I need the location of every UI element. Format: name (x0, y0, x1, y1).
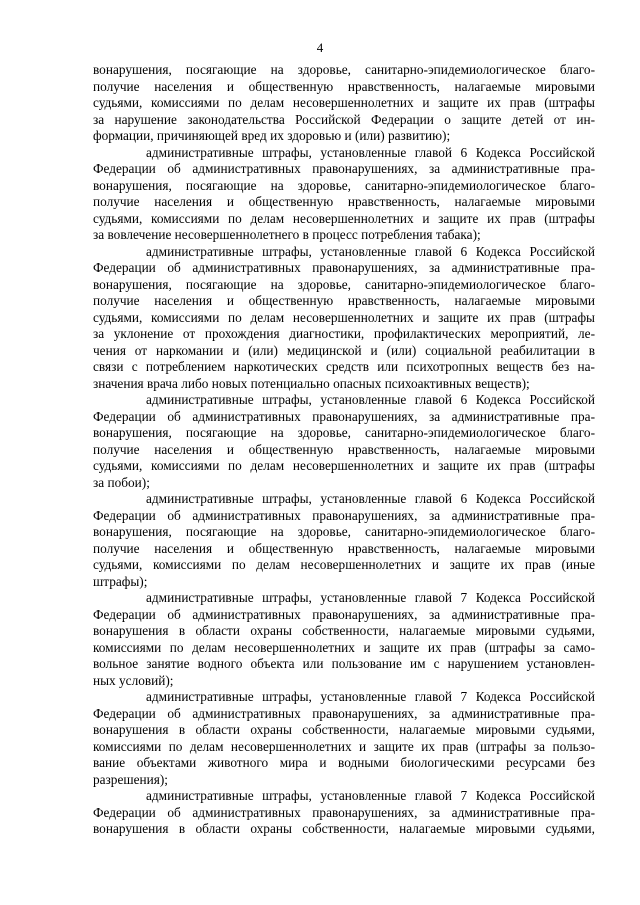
text-line: вонарушения, посягающие на здоровье, санитарно-эпидемиологическое благо- (93, 425, 595, 440)
text-line: значения врача либо новых потенциально опасных психоактивных веществ); (93, 375, 530, 391)
text-line: административные штрафы, установленные главой 7 Кодекса Российской (146, 689, 595, 704)
text-line: вонарушения, посягающие на здоровье, санитарно-эпидемиологическое благо- (93, 276, 595, 292)
text-line: формации, причиняющей вред их здоровью и (или) развитию); (93, 128, 451, 143)
text-line: вание объектами животного мира и водными биологическими ресурсами без (93, 755, 595, 770)
paragraph (93, 244, 595, 393)
text-line: разрешения); (93, 771, 168, 787)
paragraph (93, 392, 595, 491)
text-line: получие населения и общественную нравственность, налагаемые мировыми (93, 293, 595, 308)
text-line: судьями, комиссиями по делам несовершеннолетних и защите их прав (штрафы (93, 210, 595, 226)
text-line: вонарушения в области охраны собственности, налагаемые мировыми судьями, (93, 623, 595, 638)
paragraph (93, 491, 595, 590)
text-line: получие населения и общественную нравственность, налагаемые мировыми (93, 540, 595, 556)
text-line: штрафы); (93, 573, 148, 589)
text-line: вонарушения в области охраны собственности, налагаемые мировыми судьями, (93, 821, 595, 836)
text-line: комиссиями по делам несовершеннолетних и защите их прав (штрафы за само- (93, 639, 595, 655)
text-line: административные штрафы, установленные главой 6 Кодекса Российской (146, 392, 595, 407)
text-line: за вовлечение несовершеннолетнего в процесс потребления табака); (93, 227, 481, 242)
text-line: судьями, комиссиями по делам несовершеннолетних и защите их прав (иные (93, 557, 595, 572)
paragraph (93, 788, 595, 838)
document-body (93, 62, 595, 838)
text-line: Федерации об административных правонарушениях, за административные пра- (93, 260, 595, 275)
text-line: Федерации об административных правонарушениях, за административные пра- (93, 804, 595, 820)
text-line: за побои); (93, 474, 150, 490)
text-line: вонарушения, посягающие на здоровье, санитарно-эпидемиологическое благо- (93, 177, 595, 193)
text-line: комиссиями по делам несовершеннолетних и защите их прав (штрафы за пользо- (93, 738, 595, 754)
text-line: Федерации об административных правонарушениях, за административные пра- (93, 161, 595, 176)
text-line: за нарушение законодательства Российской Федерации о защите детей от ин- (93, 111, 595, 127)
text-line: получие населения и общественную нравственность, налагаемые мировыми (93, 441, 595, 457)
text-line: Федерации об административных правонарушениях, за административные пра- (93, 705, 595, 721)
text-line: административные штрафы, установленные главой 7 Кодекса Российской (146, 590, 595, 605)
text-line: судьями, комиссиями по делам несовершеннолетних и защите их прав (штрафы (93, 309, 595, 325)
text-line: Федерации об административных правонарушениях, за административные пра- (93, 408, 595, 424)
text-line: чения от наркомании и (или) медицинской и (или) социальной реабилитации в (93, 342, 595, 358)
paragraph (93, 590, 595, 689)
text-line: судьями, комиссиями по делам несовершеннолетних и защите их прав (штрафы (93, 95, 595, 110)
paragraph (93, 145, 595, 244)
text-line: судьями, комиссиями по делам несовершеннолетних и защите их прав (штрафы (93, 458, 595, 473)
text-line: вонарушения, посягающие на здоровье, санитарно-эпидемиологическое благо- (93, 62, 595, 77)
text-line: вольное занятие водного объекта или пользование им с нарушением установлен- (93, 656, 595, 671)
text-line: административные штрафы, установленные главой 7 Кодекса Российской (146, 788, 595, 803)
text-line: получие населения и общественную нравственность, налагаемые мировыми (93, 194, 595, 209)
text-line: связи с потреблением наркотических средств или психотропных веществ без на- (93, 359, 595, 374)
text-line: получие населения и общественную нравственность, налагаемые мировыми (93, 78, 595, 94)
text-line: административные штрафы, установленные главой 6 Кодекса Российской (146, 243, 595, 259)
text-line: Федерации об административных правонарушениях, за административные пра- (93, 606, 595, 622)
text-line: вонарушения, посягающие на здоровье, санитарно-эпидемиологическое благо- (93, 524, 595, 539)
paragraph (93, 62, 595, 145)
text-line: административные штрафы, установленные главой 6 Кодекса Российской (146, 144, 595, 160)
text-line: Федерации об административных правонарушениях, за административные пра- (93, 507, 595, 523)
text-line: ных условий); (93, 672, 174, 688)
text-line: административные штрафы, установленные главой 6 Кодекса Российской (146, 491, 595, 506)
text-line: за уклонение от прохождения диагностики, профилактических мероприятий, ле- (93, 326, 595, 341)
text-line: вонарушения в области охраны собственности, налагаемые мировыми судьями, (93, 722, 595, 737)
paragraph (93, 689, 595, 788)
page-number: 4 (316, 40, 324, 55)
